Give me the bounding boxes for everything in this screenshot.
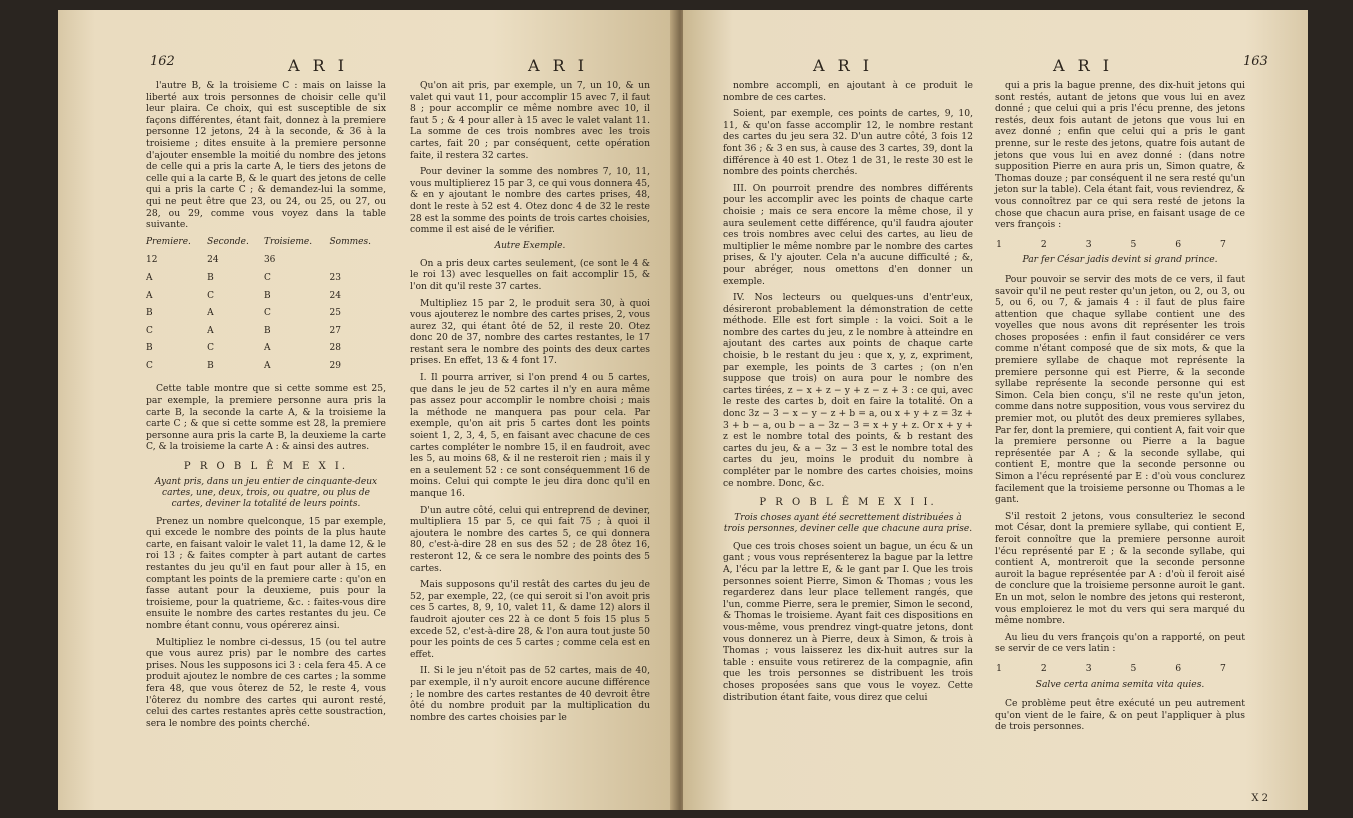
table-row <box>146 270 386 288</box>
paragraph: Pour deviner la somme des nombres 7, 10, 11, vous multiplierez 15 par 3, ce qui vous donnera 45, & en y ajoutant le nombre des cartes prises, 48, dont le reste à 52 est 4. Otez donc 4 de 32 le reste 28 est la somme des points de trois cartes choisies, comme il est aisé de le vérifier. <box>410 166 650 236</box>
table-cell: C <box>207 290 215 301</box>
table-row <box>146 305 386 323</box>
right-page <box>683 10 1308 810</box>
paragraph: D'un autre côté, celui qui entreprend de deviner, multipliera 15 par 5, ce qui fait 75 ; à quoi il ajoutera le nombre des cartes 5, ce qui donnera 80, c'est-à-dire 28 en sus des 52 ; de 28 ôtez 16, resteront 12, & ce sera le nombre des points des 5 cartes. <box>410 504 650 574</box>
latin-verse: Salve certa anima semita vita quies. <box>1035 678 1205 690</box>
table-cell: 25 <box>329 308 341 319</box>
problem-heading: P R O B L Ê M E X I. <box>183 461 349 473</box>
paragraph: Mais supposons qu'il restât des cartes du jeu de 52, par exemple, 22, (ce qui seroit si l'on avoit pris ces 5 cartes, 8, 9, 10, valet 11, & dame 12) alors il faudroit ajouter ces 22 à ce dont 5 fois 15 plus 5 excede 52, c'est-à-dire 28, & l'on aura tout juste 50 pour les points de ces 5 cartes ; comme cela est en effet. <box>410 579 650 660</box>
table-cell: 12 <box>146 255 158 266</box>
table-cell: C <box>263 272 271 283</box>
paragraph: qui a pris la bague prenne, des dix-huit jetons qui sont restés, autant de jetons que vous lui en avez donné ; que celui qui a pris l'écu prenne, des jetons restés, deux fois autant de jetons que vous lui en avez donné ; enfin que celui qui a pris le gant prenne, sur le reste des jetons, quatre fois autant de jetons que vous lui en avez donné : (dans notre supposition Pierre en aura pris un, Simon quatre, & Thomas douze ; par conséquent il ne sera resté qu'un jeton sur la table). Cela étant fait, vous reviendrez, & vous connoîtrez par ce qui sera resté de jetons la chose que chacun aura prise, en faisant usage de ce vers françois : <box>995 80 1245 231</box>
paragraph: IV. Nos lecteurs ou quelques-uns d'entr'eux, désireront probablement la démonstration de cette méthode. Elle est fort simple : la voici. Soit a le nombre des cartes du jeu, z le nombre à atteindre en ajoutant des cartes aux points de chaque carte choisie, b le restant du jeu : que x, y, z, expriment, par exemple, les points de 3 cartes ; (on n'en suppose que trois) on aura pour le nombre des cartes tirées, z − x + z − y + z − z + 3 : ce qui, avec le reste des cartes b, doit en faire la totalité. On a donc 3z − 3 − x − y − z + b = a, ou x + y + z = 3z + 3 + b − a, ou b − a − 3z − 3 = x + y + z. Or x + y + z est le nombre total des points, & b restant des cartes du jeu, & a − 3z − 3 est le nombre total des cartes du jeu, moins le produit du nombre à compléter par le nombre des cartes choisies, moins ce nombre. Donc, &c. <box>723 292 973 489</box>
table-cell: B <box>263 325 271 336</box>
table-cell: 27 <box>329 325 341 336</box>
left-column-2 <box>410 80 650 728</box>
table-cell: B <box>146 308 153 319</box>
table-cell: A <box>146 290 153 301</box>
table-cell: A <box>263 360 271 371</box>
verse-numbers: 1 2 3 5 6 7 <box>996 662 1244 674</box>
paragraph: On a pris deux cartes seulement, (ce sont le 4 & le roi 13) avec lesquelles on fait accomplir 15, & l'on dit qu'il reste 37 cartes. <box>410 257 650 292</box>
table-header: Seconde. <box>207 236 249 247</box>
table-cell: 36 <box>263 255 276 266</box>
table-cell: C <box>146 360 153 371</box>
problem-heading: P R O B L Ê M E X I I. <box>759 497 937 509</box>
paragraph: Soient, par exemple, ces points de cartes, 9, 10, 11, & qu'on fasse accomplir 12, le nombre restant des cartes du jeu sera 32. D'un autre côté, 3 fois 12 font 36 ; & 3 en sus, à cause des 3 cartes, 39, dont la différence à 40 est 1. Otez 1 de 31, le reste 30 est le nombre des points cherchés. <box>723 108 973 178</box>
paragraph: III. On pourroit prendre des nombres différents pour les accomplir avec les points de chaque carte choisie ; mais ce sera encore la même chose, il y aura seulement cette différence, qu'il faudra ajouter ces trois nombres avec celui des cartes, au lieu de multiplier le même nombre par le nombre des cartes prises, & l'y ajouter. Cela n'a aucune difficulté ; &, pour abréger, nous omettons d'en donner un exemple. <box>723 182 973 287</box>
paragraph: Prenez un nombre quelconque, 15 par exemple, qui excede le nombre des points de la plus haute carte, en faisant valoir le valet 11, la dame 12, & le roi 13 ; & faites compter à part autant de cartes restantes du jeu qu'il en faut pour aller à 15, en comptant les points de la premiere carte : qu'on en fasse autant pour la deuxieme, puis pour la troisieme, pour la quatrieme, &c. : faites-vous dire ensuite le nombre des cartes restantes du jeu. Ce nombre étant connu, vous opérerez ainsi. <box>146 515 386 631</box>
table-cell: C <box>146 325 153 336</box>
table-row <box>146 340 386 358</box>
table-cell: A <box>207 308 214 319</box>
right-column-1 <box>723 80 973 708</box>
table-cell: A <box>263 343 271 354</box>
problem-title: Ayant pris, dans un jeu entier de cinquante-deux cartes, une, deux, trois, ou quatre, ou plus de cartes, deviner la totalité de leurs points. <box>154 476 378 509</box>
table-header: Sommes. <box>329 236 371 247</box>
verse-numbers: 1 2 3 5 6 7 <box>996 238 1244 250</box>
running-head-left: A R I <box>288 56 349 75</box>
table-row <box>146 252 386 270</box>
table-cell: B <box>207 360 214 371</box>
signature-mark: X 2 <box>1251 793 1268 804</box>
paragraph: Qu'on ait pris, par exemple, un 7, un 10, & un valet qui vaut 11, pour accomplir 15 avec 7, il faut 8 ; pour accomplir ce même nombre avec 10, il faut 5 ; & 4 pour aller à 15 avec le valet valant 11. La somme de ces trois nombres avec les trois cartes, fait 20 ; par conséquent, cette opération faite, il restera 32 cartes. <box>410 80 650 161</box>
paragraph: S'il restoit 2 jetons, vous consulteriez le second mot César, dont la premiere syllabe, qui contient E, feroit connoître que la premiere personne auroit l'écu représenté par E ; & la seconde syllabe, qui contient A, montreroit que la seconde personne auroit la bague représentée par A : d'où il feroit aisé de conclure que la troisieme personne auroit le gant. En un mot, selon le nombre des jetons qui resteront, vous emploierez le mot du vers qui sera marqué du même nombre. <box>995 510 1245 627</box>
paragraph: Cette table montre que si cette somme est 25, par exemple, la premiere personne aura pris la carte B, la seconde la carte A, & la troisieme la carte C ; & que si cette somme est 28, la premiere personne aura pris la carte B, la deuxieme la carte C, & la troisieme la carte A : & ainsi des autres. <box>146 383 386 453</box>
paragraph: Au lieu du vers françois qu'on a rapporté, on peut se servir de ce vers latin : <box>995 631 1245 655</box>
left-column-1 <box>146 80 386 734</box>
paragraph: l'autre B, & la troisieme C : mais on laisse la liberté aux trois personnes de choisir celle qu'il leur plaira. Ce choix, qui est susceptible de six façons différentes, étant fait, donnez à la premiere personne 12 jetons, 24 à la seconde, & 36 à la troisieme ; dites ensuite à la premiere personne d'ajouter ensemble la moitié du nombre des jetons de celle qui a pris la carte A, le tiers des jetons de celle qui a la carte B, & le quart des jetons de celle qui a pris la carte C ; & demandez-lui la somme, qui ne peut être que 23, ou 24, ou 25, ou 27, ou 28, ou 29, comme vous voyez dans la table suivante. <box>146 80 386 231</box>
paragraph: Ce problème peut être exécuté un peu autrement qu'on vient de le faire, & on peut l'appliquer à plus de trois personnes. <box>995 698 1245 733</box>
sub-heading: Autre Exemple. <box>494 240 566 251</box>
table-cell: 28 <box>329 343 341 354</box>
table-cell: B <box>146 343 153 354</box>
table-cell: B <box>263 290 271 301</box>
paragraph: nombre accompli, en ajoutant à ce produit le nombre de ces cartes. <box>723 80 973 103</box>
paragraph: Multipliez 15 par 2, le produit sera 30, à quoi vous ajouterez le nombre des cartes prises, 2, vous aurez 32, qui étant ôté de 52, il reste 20. Otez donc 20 de 37, nombre des cartes restantes, le 17 restant sera le nombre des points des deux cartes prises. En effet, 13 & 4 font 17. <box>410 297 650 367</box>
paragraph: Que ces trois choses soient un bague, un écu & un gant ; vous vous représenterez la bague par la lettre A, l'écu par la lettre E, & le gant par I. Que les trois personnes soient Pierre, Simon & Thomas ; vous les regarderez dans leur place tellement rangés, que l'un, comme Pierre, sera le premier, Simon le second, & Thomas le troisieme. Ayant fait ces dispositions en vous-même, vous prendrez vingt-quatre jetons, dont vous donnerez un à Pierre, deux à Simon, & trois à Thomas ; vous laisserez les dix-huit autres sur la table : ensuite vous retirerez de la compagnie, afin que les trois personnes se distribuent les trois choses proposées sans que vous le voyez. Cette distribution étant faite, vous direz que celui <box>723 540 973 703</box>
table-row <box>146 323 386 341</box>
page-number-left: 162 <box>150 54 175 69</box>
problem-title: Trois choses ayant été secrettement distribuées à trois personnes, deviner celle que chacune aura prise. <box>723 512 973 534</box>
sums-table <box>146 236 386 376</box>
table-row <box>146 358 386 376</box>
table-cell: 29 <box>329 360 341 371</box>
table-header: Premiere. <box>146 236 191 247</box>
table-cell: 23 <box>329 272 341 283</box>
right-column-2 <box>995 80 1245 738</box>
french-verse: Par fer César jadis devint si grand prince. <box>1022 254 1218 266</box>
paragraph: II. Si le jeu n'étoit pas de 52 cartes, mais de 40, par exemple, il n'y auroit encore aucune différence ; le nombre des cartes restantes de 40 devroit être ôté du nombre produit par la multiplication du nombre des cartes choisies par le <box>410 665 650 723</box>
table-header: Troisieme. <box>263 236 313 247</box>
table-cell: 24 <box>329 290 341 301</box>
paragraph: Pour pouvoir se servir des mots de ce vers, il faut savoir qu'il ne peut rester qu'un jeton, ou 2, ou 3, ou 5, ou 6, ou 7, & jamais 4 : il faut de plus faire attention que chaque syllabe contient une des voyelles que nous avons dit représenter les trois choses proposées : enfin il faut considérer ce vers comme n'étant composé que de six mots, & que la premiere syllabe de chaque mot représente la premiere personne qui est Pierre, & la seconde syllabe représente la seconde personne qui est Simon. Cela bien conçu, s'il ne reste qu'un jeton, comme dans notre supposition, vous vous servirez du premier mot, ou plutôt des deux premieres syllabes, Par fer, dont la premiere, qui contient A, fait voir que la premiere personne ou Pierre a la bague représentée par A ; & la seconde syllabe, qui contient E, montre que la seconde personne ou Simon a l'écu représenté par E : d'où vous conclurez facilement que la troisieme personne ou Thomas a le gant. <box>995 273 1245 506</box>
table-row <box>146 288 386 306</box>
left-page <box>58 10 678 810</box>
running-head-left-2: A R I <box>528 56 589 75</box>
paragraph: Multipliez le nombre ci-dessus, 15 (ou tel autre que vous aurez pris) par le nombre des cartes prises. Nous les supposons ici 3 : cela fera 45. A ce produit ajoutez le nombre de ces cartes ; la somme fera 48, que vous ôterez de 52, le reste 4, vous l'ôterez du nombre des cartes qui auront resté, celui des cartes restantes après cette soustraction, sera le nombre des points cherché. <box>146 636 386 729</box>
table-cell <box>330 252 387 270</box>
running-head-right-2: A R I <box>1053 56 1114 75</box>
running-head-right: A R I <box>813 56 874 75</box>
page-number-right: 163 <box>1243 54 1268 69</box>
table-cell: A <box>146 272 153 283</box>
table-cell: 24 <box>207 255 219 266</box>
table-cell: A <box>207 325 214 336</box>
paragraph: I. Il pourra arriver, si l'on prend 4 ou 5 cartes, que dans le jeu de 52 cartes il n'y en aura même pas assez pour accomplir le nombre choisi ; mais la méthode ne manquera pas pour cela. Par exemple, qu'on ait pris 5 cartes dont les points soient 1, 2, 3, 4, 5, en faisant avec chacune de ces cartes compléter le nombre 15, il en faudroit, avec les 5, au moins 68, & il ne resteroit rien ; mais il y en a seulement 52 : ce sont conséquemment 16 de moins. Celui qui compte le jeu dira donc qu'il en manque 16. <box>410 372 650 499</box>
table-cell: B <box>207 272 214 283</box>
table-cell: C <box>263 308 271 319</box>
table-cell: C <box>207 343 215 354</box>
table-header-row <box>146 236 386 253</box>
book-spread <box>58 10 1308 810</box>
